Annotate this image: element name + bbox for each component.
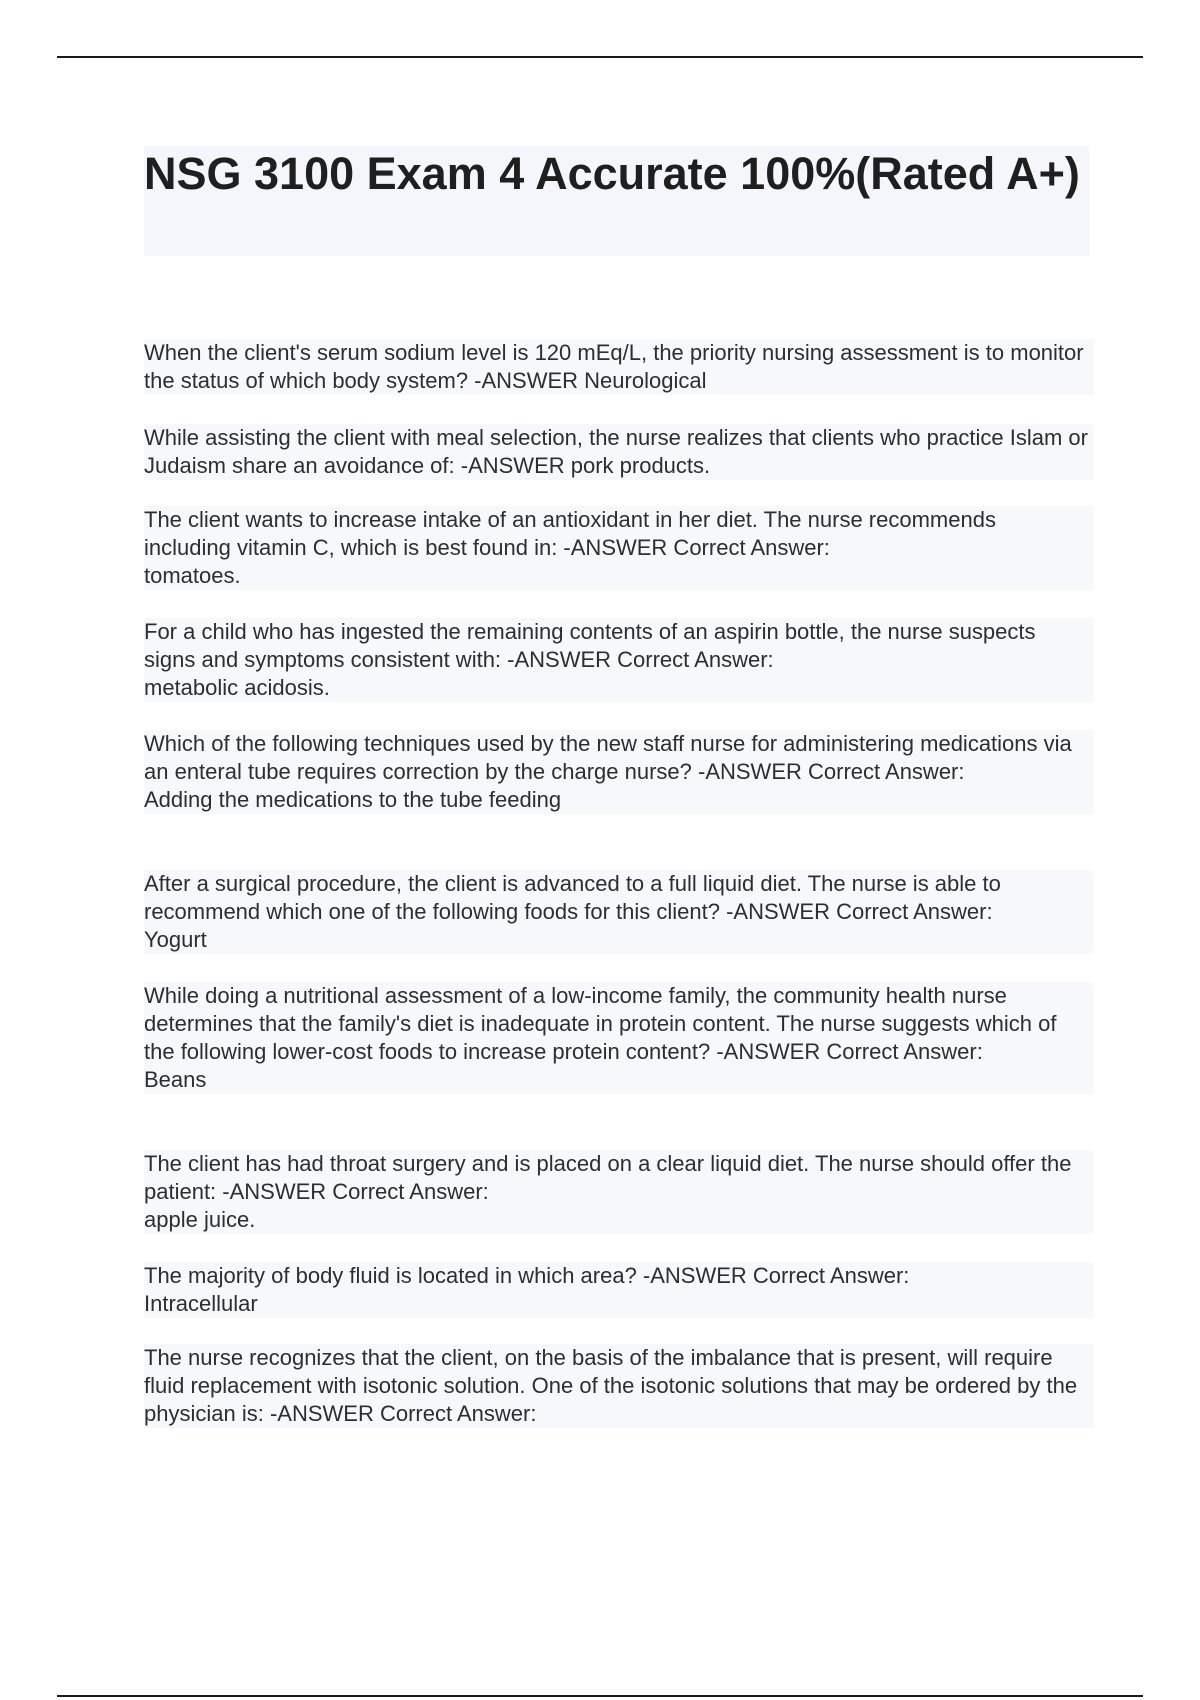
- top-divider: [57, 56, 1143, 58]
- qa-item: The client has had throat surgery and is placed on a clear liquid diet. The nurse should offer the patient: -ANSWER Correct Answer: apple juice.: [144, 1150, 1094, 1234]
- qa-item: While assisting the client with meal selection, the nurse realizes that clients who practice Islam or Judaism share an avoidance of: -ANSWER pork products.: [144, 424, 1094, 480]
- qa-item: For a child who has ingested the remaining contents of an aspirin bottle, the nurse suspects signs and symptoms consistent with: -ANSWER Correct Answer: metabolic acidosis.: [144, 618, 1094, 702]
- qa-item: When the client's serum sodium level is 120 mEq/L, the priority nursing assessment is to monitor the status of which body system? -ANSWER Neurological: [144, 339, 1094, 395]
- qa-item: While doing a nutritional assessment of a low-income family, the community health nurse determines that the family's diet is inadequate in protein content. The nurse suggests which of the following lower-cost foods to increase protein content? -ANSWER Correct Answer: Beans: [144, 982, 1094, 1094]
- page-title: NSG 3100 Exam 4 Accurate 100%(Rated A+): [144, 148, 1080, 199]
- qa-item: The client wants to increase intake of an antioxidant in her diet. The nurse recommends including vitamin C, which is best found in: -ANSWER Correct Answer: tomatoes.: [144, 506, 1094, 590]
- qa-item: Which of the following techniques used by the new staff nurse for administering medications via an enteral tube requires correction by the charge nurse? -ANSWER Correct Answer: Adding the medications to the tube feeding: [144, 730, 1094, 814]
- bottom-divider: [57, 1695, 1143, 1697]
- qa-item: The majority of body fluid is located in which area? -ANSWER Correct Answer: Intracellular: [144, 1262, 1094, 1318]
- qa-item: The nurse recognizes that the client, on the basis of the imbalance that is present, will require fluid replacement with isotonic solution. One of the isotonic solutions that may be ordered by the physician is: -ANSWER Correct Answer:: [144, 1344, 1094, 1428]
- qa-item: After a surgical procedure, the client is advanced to a full liquid diet. The nurse is able to recommend which one of the following foods for this client? -ANSWER Correct Answer: Yogurt: [144, 870, 1094, 954]
- title-block: [144, 146, 1089, 256]
